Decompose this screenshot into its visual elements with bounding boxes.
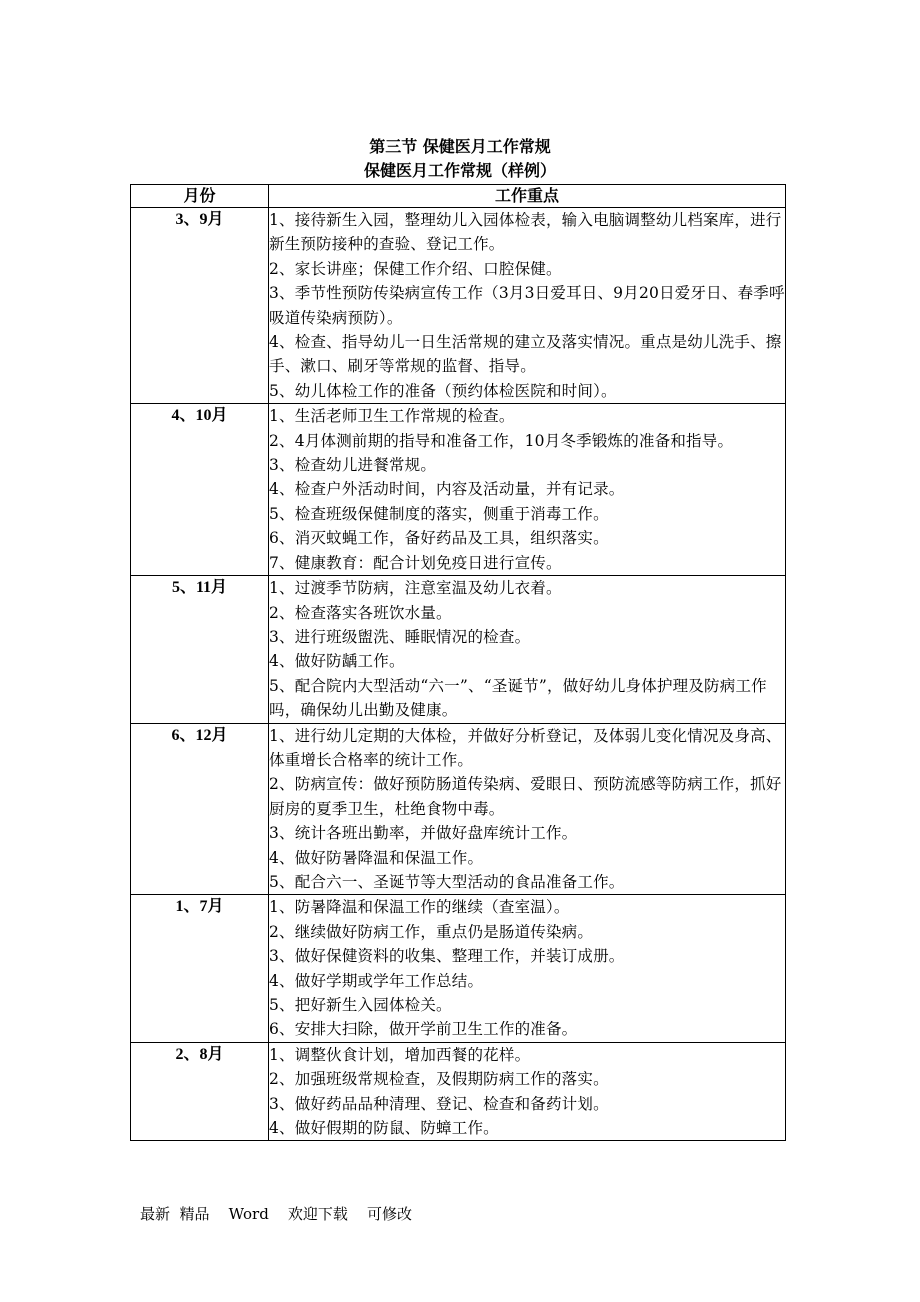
work-item: 5、配合院内大型活动“六一”、“圣诞节”，做好幼儿身体护理及防病工作吗，确保幼儿出勤及健康。 (269, 676, 767, 720)
work-cell (269, 576, 786, 723)
work-item: 1、进行幼儿定期的大体检，并做好分析登记，及体弱儿变化情况及身高、体重增长合格率的统计工作。 (269, 726, 782, 769)
work-item: 4、检查户外活动时间，内容及活动量，并有记录。 (269, 480, 625, 499)
work-item: 1、防暑降温和保温工作的继续（查室温）。 (269, 898, 570, 917)
month-cell: 3、9月 (131, 208, 269, 404)
work-item: 3、做好药品品种清理、登记、检查和备药计划。 (269, 1094, 609, 1113)
work-item: 3、检查幼儿进餐常规。 (269, 456, 437, 475)
table-row (131, 404, 786, 576)
work-cell (269, 404, 786, 576)
work-item: 4、做好假期的防鼠、防蟑工作。 (269, 1119, 499, 1138)
work-item: 5、检查班级保健制度的落实，侧重于消毒工作。 (269, 504, 609, 523)
table-row (131, 576, 786, 723)
work-cell (269, 1042, 786, 1141)
month-cell: 2、8月 (131, 1042, 269, 1141)
work-item: 1、接待新生入园，整理幼儿入园体检表，输入电脑调整幼儿档案库，进行新生预防接种的查验、登记工作。 (269, 211, 782, 254)
work-item: 3、统计各班出勤率，并做好盘库统计工作。 (269, 824, 578, 843)
work-item: 2、家长讲座；保健工作介绍、口腔保健。 (269, 259, 562, 278)
work-item: 2、加强班级常规检查，及假期防病工作的落实。 (269, 1070, 609, 1089)
work-item: 6、安排大扫除，做开学前卫生工作的准备。 (269, 1020, 578, 1039)
work-item: 1、调整伙食计划，增加西餐的花样。 (269, 1045, 531, 1064)
work-item: 3、季节性预防传染病宣传工作（3月3日爱耳日、9月20日爱牙日、春季呼吸道传染病预防）。 (269, 284, 785, 327)
work-item: 4、做好防龋工作。 (269, 652, 405, 671)
work-item: 1、生活老师卫生工作常规的检查。 (269, 407, 515, 426)
work-item: 2、4月体测前期的指导和准备工作，10月冬季锻炼的准备和指导。 (269, 431, 734, 450)
work-item: 2、继续做好防病工作，重点仍是肠道传染病。 (269, 922, 594, 941)
work-item: 5、幼儿体检工作的准备（预约体检医院和时间）。 (269, 381, 617, 400)
work-item: 4、做好防暑降温和保温工作。 (269, 848, 484, 867)
table-row (131, 895, 786, 1042)
month-cell: 1、7月 (131, 895, 269, 1042)
work-item: 3、进行班级盥洗、睡眠情况的检查。 (269, 627, 531, 646)
section-title: 第三节 保健医月工作常规 (369, 137, 551, 156)
work-item: 1、过渡季节防病，注意室温及幼儿衣着。 (269, 579, 562, 598)
work-item: 4、做好学期或学年工作总结。 (269, 971, 484, 990)
work-schedule-table (130, 184, 786, 1141)
table-row (131, 1042, 786, 1141)
footer-text: 最新 精品 Word 欢迎下载 可修改 (140, 1205, 412, 1223)
table-row (131, 723, 786, 895)
work-item: 3、做好保健资料的收集、整理工作，并装订成册。 (269, 947, 625, 966)
work-item: 5、把好新生入园体检关。 (269, 996, 452, 1014)
work-cell (269, 208, 786, 404)
work-item: 7、健康教育：配合计划免疫日进行宣传。 (269, 553, 562, 572)
work-cell (269, 895, 786, 1042)
month-column-header: 月份 (131, 185, 269, 208)
table-title: 保健医月工作常规（样例） (363, 161, 556, 180)
work-cell (269, 723, 786, 895)
month-cell: 4、10月 (131, 404, 269, 576)
work-focus-column-header: 工作重点 (269, 185, 786, 208)
work-item: 2、检查落实各班饮水量。 (269, 603, 452, 622)
table-row (131, 208, 786, 404)
work-item: 2、防病宣传：做好预防肠道传染病、爱眼日、预防流感等防病工作，抓好厨房的夏季卫生，杜绝食物中毒。 (269, 775, 782, 818)
table-header-row (131, 185, 786, 208)
work-item: 6、消灭蚊蝇工作，备好药品及工具，组织落实。 (269, 529, 609, 548)
month-cell: 6、12月 (131, 723, 269, 895)
month-cell: 5、11月 (131, 576, 269, 723)
work-item: 5、配合六一、圣诞节等大型活动的食品准备工作。 (269, 872, 625, 891)
work-item: 4、检查、指导幼儿一日生活常规的建立及落实情况。重点是幼儿洗手、擦手、漱口、刷牙等常规的监督、指导。 (269, 333, 782, 376)
